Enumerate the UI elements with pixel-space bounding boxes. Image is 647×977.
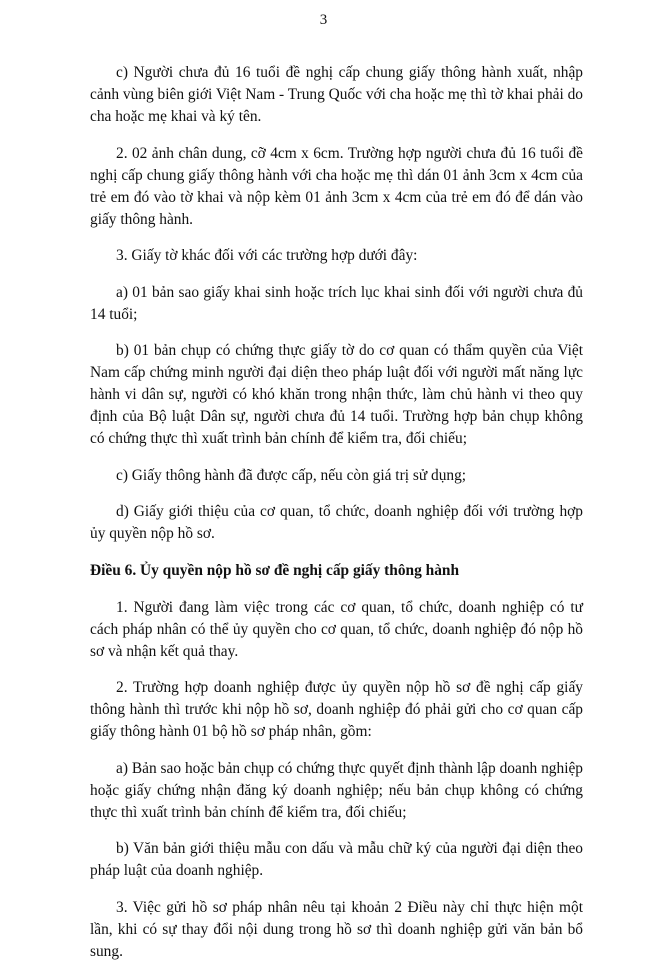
document-body	[90, 62, 583, 977]
paragraph-item-3-other-documents: 3. Giấy tờ khác đối với các trường hợp dưới đây:	[116, 247, 418, 264]
article-6-heading: Điều 6. Ủy quyền nộp hồ sơ đề nghị cấp giấy thông hành	[90, 561, 460, 579]
paragraph-item-2-portrait-photos: 2. 02 ảnh chân dung, cỡ 4cm x 6cm. Trường hợp người chưa đủ 16 tuổi đề nghị cấp chung giấy thông hành với cha hoặc mẹ thì dán 01 ảnh 3cm x 4cm của trẻ em đó vào tờ khai và nộp kèm 01 ảnh 3cm x 4cm của trẻ em đó để dán vào giấy thông hành.	[90, 144, 583, 228]
paragraph-item-c-minor-under-16: c) Người chưa đủ 16 tuổi đề nghị cấp chung giấy thông hành xuất, nhập cảnh vùng biên giới Việt Nam - Trung Quốc với cha hoặc mẹ thì tờ khai phải do cha hoặc mẹ khai và ký tên.	[90, 64, 583, 125]
paragraph-item-d-introduction-letter: d) Giấy giới thiệu của cơ quan, tổ chức, doanh nghiệp đối với trường hợp ủy quyền nộp hồ sơ.	[90, 503, 583, 542]
paragraph-item-b-certified-copy: b) 01 bản chụp có chứng thực giấy tờ do cơ quan có thẩm quyền của Việt Nam cấp chứng minh người đại diện theo pháp luật đối với người mất năng lực hành vi dân sự, người có khó khăn trong nhận thức, làm chủ hành vi theo quy định của Bộ luật Dân sự, người chưa đủ 14 tuổi. Trường hợp bản chụp không có chứng thực thì xuất trình bản chính để kiểm tra, đối chiếu;	[90, 342, 583, 447]
paragraph-article6-item-1: 1. Người đang làm việc trong các cơ quan, tổ chức, doanh nghiệp có tư cách pháp nhân có thể ủy quyền cho cơ quan, tổ chức, doanh nghiệp đó nộp hồ sơ và nhận kết quả thay.	[90, 598, 583, 660]
paragraph-item-a-birth-certificate: a) 01 bản sao giấy khai sinh hoặc trích lục khai sinh đối với người chưa đủ 14 tuổi;	[90, 283, 583, 323]
paragraph-article6-item-b: b) Văn bản giới thiệu mẫu con dấu và mẫu chữ ký của người đại diện theo pháp luật của doanh nghiệp.	[90, 840, 583, 879]
paragraph-article6-item-2: 2. Trường hợp doanh nghiệp được ủy quyền nộp hồ sơ đề nghị cấp giấy thông hành thì trước khi nộp hồ sơ, doanh nghiệp đó phải gửi cho cơ quan cấp giấy thông hành 01 bộ hồ sơ pháp nhân, gồm:	[90, 679, 583, 740]
paragraph-item-c-issued-pass: c) Giấy thông hành đã được cấp, nếu còn giá trị sử dụng;	[116, 466, 467, 484]
paragraph-article6-item-3: 3. Việc gửi hồ sơ pháp nhân nêu tại khoản 2 Điều này chỉ thực hiện một lần, khi có sự thay đổi nội dung trong hồ sơ thì doanh nghiệp gửi văn bản bổ sung.	[90, 898, 583, 960]
paragraph-article6-item-a: a) Bản sao hoặc bản chụp có chứng thực quyết định thành lập doanh nghiệp hoặc giấy chứng nhận đăng ký doanh nghiệp; nếu bản chụp không có chứng thực thì xuất trình bản chính để kiểm tra, đối chiếu;	[90, 759, 583, 821]
page-number: 3	[319, 12, 328, 28]
